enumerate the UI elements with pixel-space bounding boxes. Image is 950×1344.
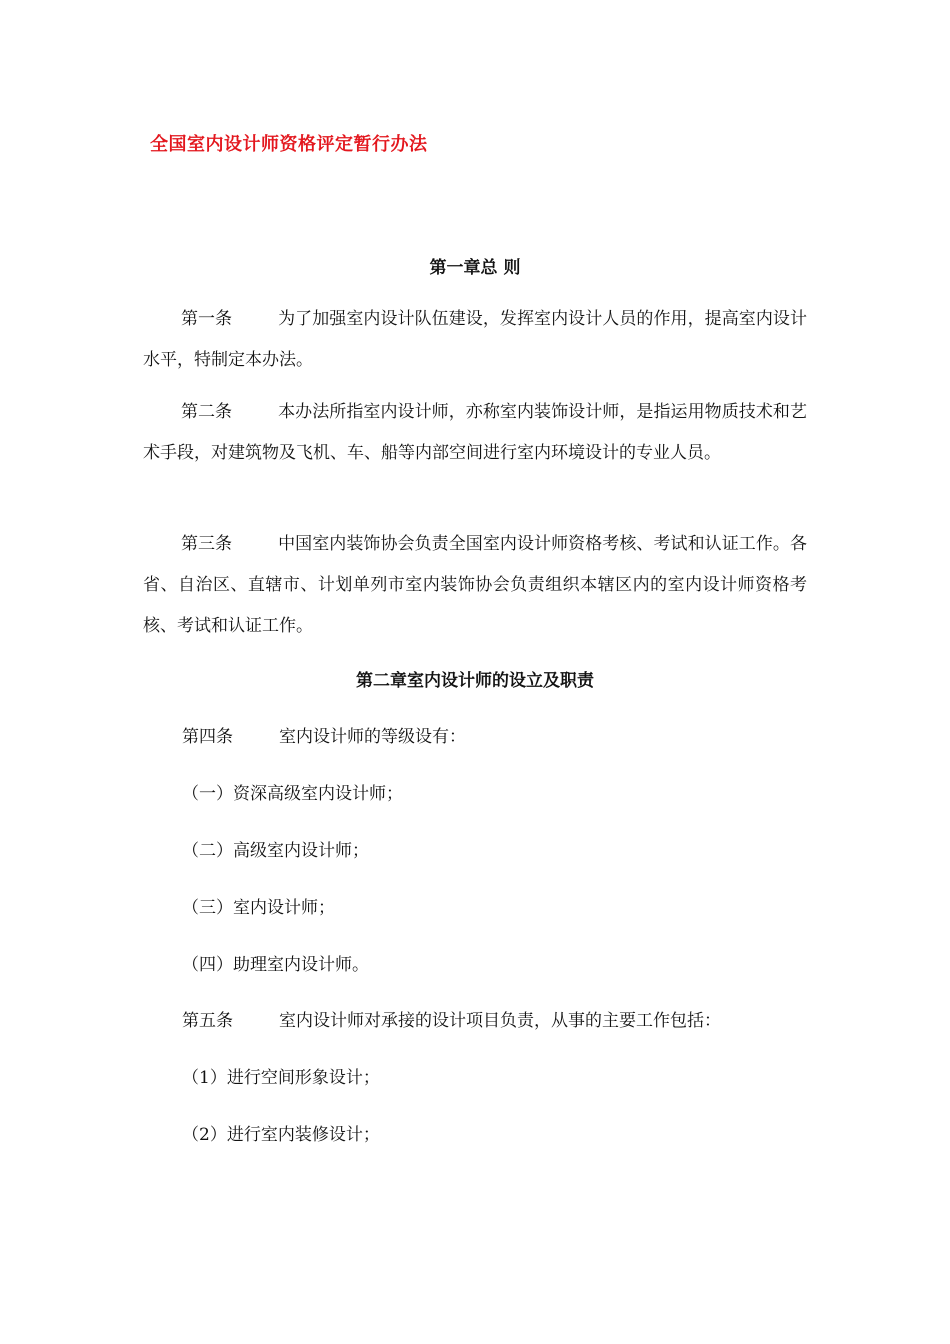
- chapter-2-heading: 第二章室内设计师的设立及职责: [356, 671, 594, 691]
- document-title: 全国室内设计师资格评定暂行办法: [150, 134, 428, 155]
- article-2: [143, 392, 807, 474]
- article-4-label: 第四条: [182, 727, 233, 747]
- article-5-text: 室内设计师对承接的设计项目负责，从事的主要工作包括：: [279, 1011, 721, 1031]
- level-item: （三）室内设计师；: [182, 898, 335, 918]
- duty-item: （2）进行室内装修设计；: [182, 1125, 380, 1145]
- article-3-label: 第三条: [181, 534, 232, 554]
- article-3-text: 中国室内装饰协会负责全国室内设计师资格考核、考试和认证工作。各省、自治区、直辖市、计划单列市室内装饰协会负责组织本辖区内的室内设计师资格考核、考试和认证工作。: [143, 534, 807, 636]
- article-1: [143, 299, 807, 381]
- article-3: [143, 524, 807, 647]
- duty-item: （1）进行空间形象设计；: [182, 1068, 380, 1088]
- chapter-1-heading: 第一章总 则: [429, 258, 521, 278]
- article-4: [182, 722, 466, 747]
- level-item: （一）资深高级室内设计师；: [182, 784, 403, 804]
- article-2-label: 第二条: [181, 402, 232, 422]
- level-item: （四）助理室内设计师。: [182, 955, 369, 975]
- level-item: （二）高级室内设计师；: [182, 841, 369, 861]
- article-1-text: 为了加强室内设计队伍建设，发挥室内设计人员的作用，提高室内设计水平，特制定本办法。: [143, 309, 807, 370]
- article-5: [182, 1006, 721, 1031]
- article-2-text: 本办法所指室内设计师，亦称室内装饰设计师，是指运用物质技术和艺术手段，对建筑物及飞机、车、船等内部空间进行室内环境设计的专业人员。: [143, 402, 807, 463]
- article-1-label: 第一条: [181, 309, 232, 329]
- article-5-label: 第五条: [182, 1011, 233, 1031]
- article-4-text: 室内设计师的等级设有：: [279, 727, 466, 747]
